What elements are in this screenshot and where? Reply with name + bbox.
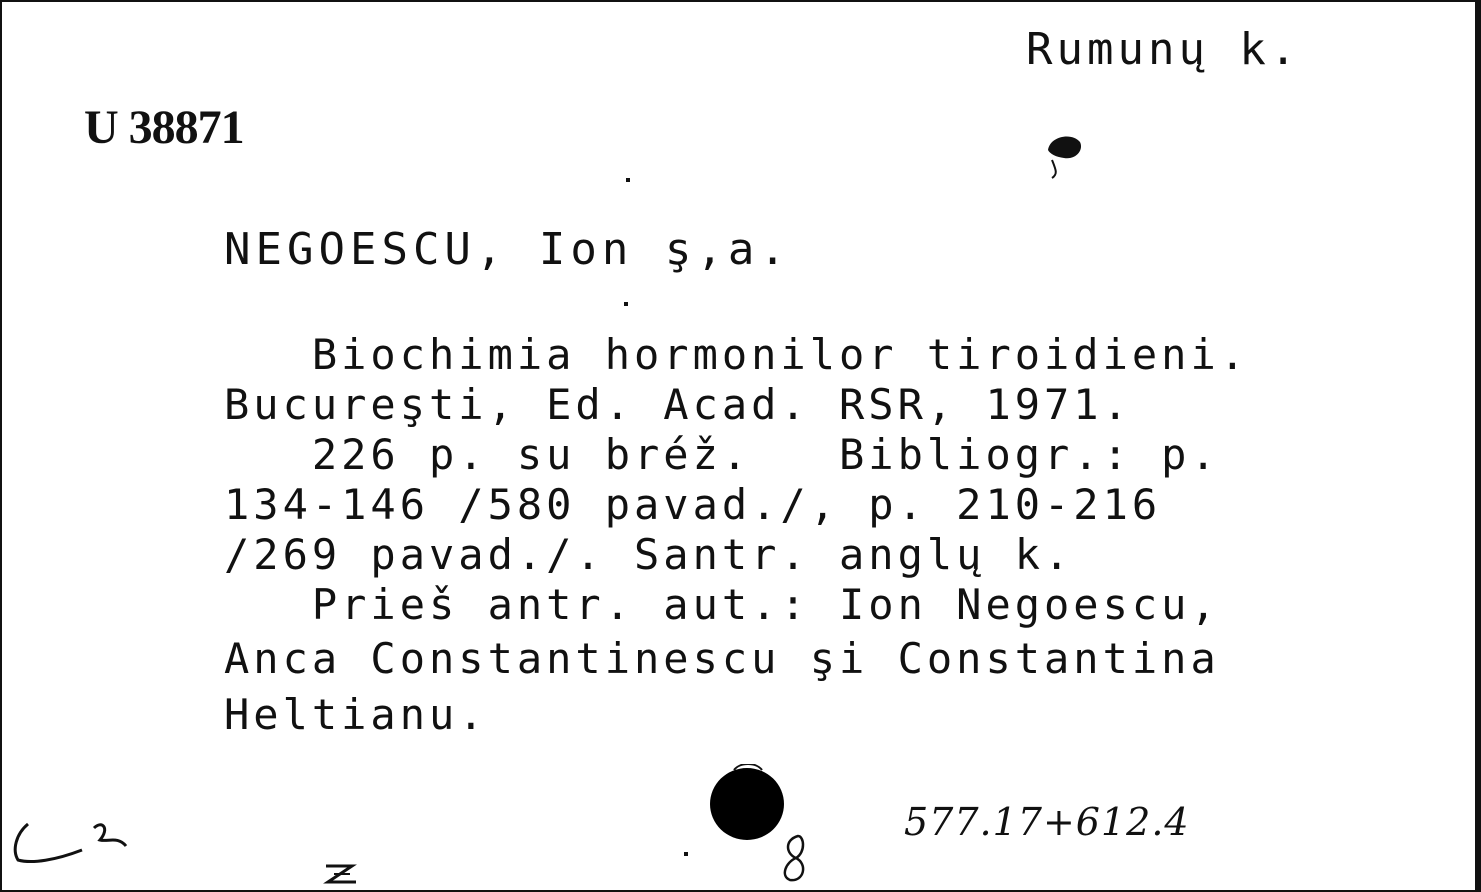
title-line: Biochimia hormonilor tiroidieni. xyxy=(224,330,1250,379)
author-heading: NEGOESCU, Ion ş,a. xyxy=(224,224,791,275)
imprint-line: Bucureşti, Ed. Acad. RSR, 1971. xyxy=(224,380,1132,429)
bibliography-line: 134-146 /580 pavad./, p. 210-216 xyxy=(224,480,1162,529)
handwritten-mark-icon xyxy=(778,832,812,886)
summary-line: /269 pavad./. Santr. anglų k. xyxy=(224,530,1074,579)
handwritten-mark-icon xyxy=(6,820,86,870)
handwritten-mark-icon xyxy=(90,822,130,858)
dust-speck xyxy=(684,852,688,856)
authors-note-line-3: Heltianu. xyxy=(224,690,488,739)
authors-note-line: Prieš antr. aut.: Ion Negoescu, xyxy=(224,580,1220,629)
stamp-mark-icon xyxy=(1042,130,1086,182)
punch-hole-icon xyxy=(708,764,786,842)
shelf-mark: U 38871 xyxy=(84,101,244,154)
card-edge xyxy=(1475,0,1481,892)
dust-speck xyxy=(624,302,628,306)
classification-number: 577.17+612.4 xyxy=(904,800,1190,844)
collation-line: 226 p. su bréž. Bibliogr.: p. xyxy=(224,430,1220,479)
dust-speck xyxy=(626,178,630,182)
language-note: Rumunų k. xyxy=(1026,24,1301,75)
handwritten-mark-icon xyxy=(322,860,362,888)
authors-note-line-2: Anca Constantinescu şi Constantina xyxy=(224,634,1220,683)
